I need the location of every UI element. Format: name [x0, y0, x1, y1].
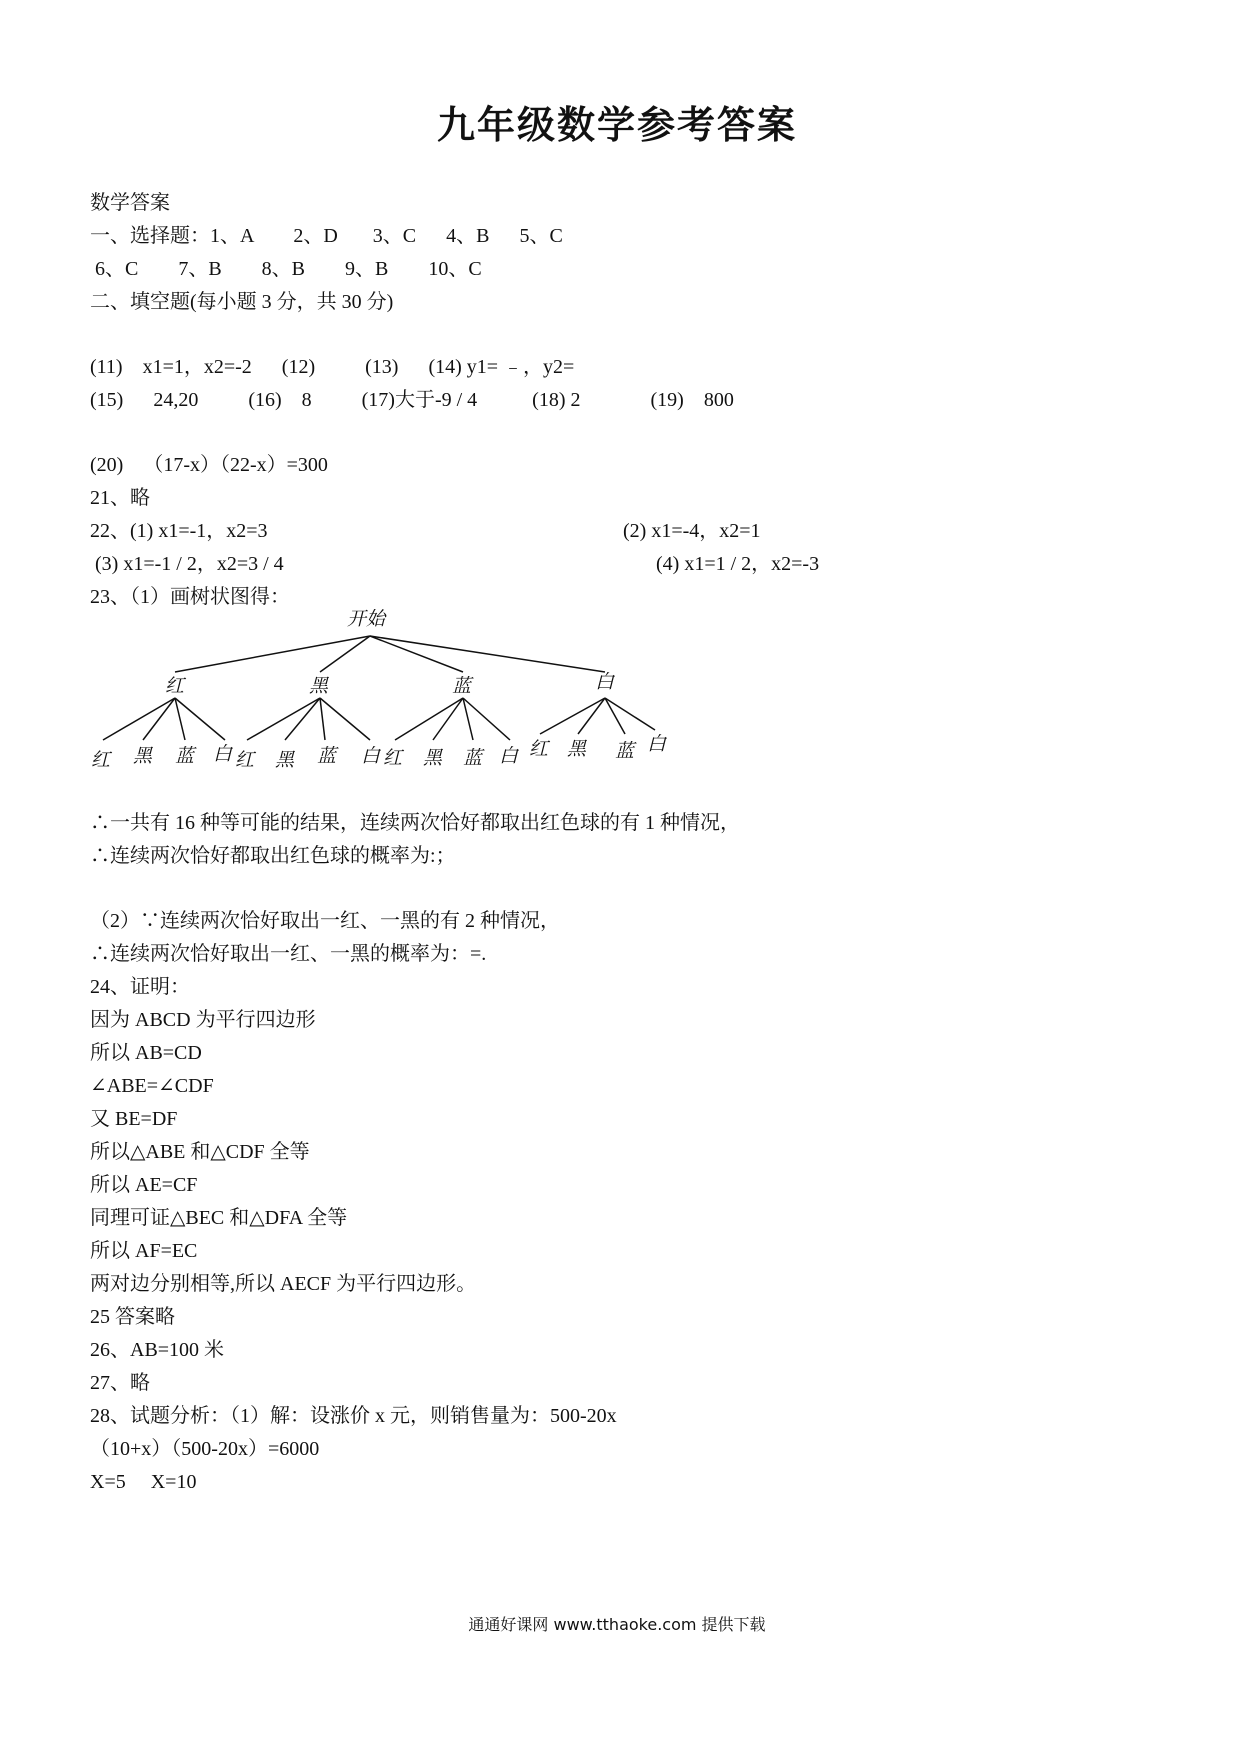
proof-line: 所以 AF=EC — [90, 1240, 198, 1262]
answer-24-heading: 24、证明： — [90, 976, 190, 998]
tree-leaf: 蓝 — [317, 745, 337, 767]
section-label: 数学答案 — [90, 192, 170, 214]
answer-26: 26、AB=100 米 — [90, 1339, 225, 1361]
tree-leaf: 蓝 — [175, 745, 195, 767]
proof-line: 所以 AE=CF — [90, 1174, 198, 1196]
tree-leaf: 黑 — [567, 738, 587, 760]
tree-leaf: 蓝 — [463, 747, 483, 769]
tree-leaf: 红 — [235, 749, 255, 771]
answer-23-prob2: ∴连续两次恰好取出一红、一黑的概率为：=. — [90, 943, 487, 965]
tree-leaf: 白 — [213, 743, 233, 765]
tree-node: 蓝 — [452, 675, 472, 697]
tree-leaf: 黑 — [423, 747, 443, 769]
answer-22-2: (2) x1=-4，x2=1 — [623, 520, 761, 542]
proof-line: 所以 AB=CD — [90, 1042, 202, 1064]
fill-blank-heading: 二、填空题(每小题 3 分，共 30 分) — [90, 291, 394, 313]
proof-line: 所以△ABE 和△CDF 全等 — [90, 1141, 310, 1163]
page-title: 九年级数学参考答案 — [436, 103, 797, 147]
answer-21: 21、略 — [90, 487, 150, 509]
answer-22-3: (3) x1=-1 / 2，x2=3 / 4 — [90, 553, 284, 575]
fill-blank-row2: (15) 24,20 (16) 8 (17)大于-9 / 4 (18) 2 (19) 800 — [90, 389, 734, 411]
tree-diagram — [85, 600, 705, 775]
proof-line: ∠ABE=∠CDF — [90, 1075, 214, 1097]
tree-leaf: 白 — [361, 745, 381, 767]
tree-leaf: 黑 — [275, 749, 295, 771]
answer-28-solution: X=5 X=10 — [90, 1471, 197, 1493]
answer-23-prob1: ∴连续两次恰好都取出红色球的概率为:； — [90, 845, 456, 867]
footer-text: 通通好课网 www.tthaoke.com 提供下载 — [468, 1615, 766, 1634]
proof-line: 同理可证△BEC 和△DFA 全等 — [90, 1207, 348, 1229]
tree-leaf: 红 — [529, 738, 549, 760]
tree-leaf: 白 — [647, 733, 667, 755]
answer-28-heading: 28、试题分析：（1）解：设涨价 x 元，则销售量为：500-20x — [90, 1405, 617, 1427]
proof-line: 因为 ABCD 为平行四边形 — [90, 1009, 316, 1031]
tree-root: 开始 — [347, 608, 386, 630]
answer-23-result1: ∴一共有 16 种等可能的结果，连续两次恰好都取出红色球的有 1 种情况， — [90, 812, 740, 834]
answer-20: (20) （17-x）（22-x）=300 — [90, 454, 328, 476]
choice-answers-row1: 一、选择题：1、A 2、D 3、C 4、B 5、C — [90, 225, 563, 247]
tree-leaf: 黑 — [133, 745, 153, 767]
answer-23-heading: 23、（1）画树状图得： — [90, 586, 290, 608]
answer-28-equation: （10+x）（500-20x）=6000 — [90, 1438, 320, 1460]
proof-line: 两对边分别相等,所以 AECF 为平行四边形。 — [90, 1273, 477, 1295]
tree-leaf: 红 — [383, 747, 403, 769]
choice-answers-row2: 6、C 7、B 8、B 9、B 10、C — [90, 258, 482, 280]
answer-22-1: 22、(1) x1=-1，x2=3 — [90, 520, 268, 542]
tree-leaf: 蓝 — [615, 740, 635, 762]
answer-22-4: (4) x1=1 / 2，x2=-3 — [656, 553, 820, 575]
tree-leaf: 红 — [91, 749, 111, 771]
answer-23-result2: （2）∵连续两次恰好取出一红、一黑的有 2 种情况， — [90, 910, 560, 932]
tree-node: 黑 — [309, 675, 329, 697]
answer-27: 27、略 — [90, 1372, 150, 1394]
answer-25: 25 答案略 — [90, 1306, 175, 1328]
tree-leaf: 白 — [499, 745, 519, 767]
tree-node: 红 — [165, 675, 185, 697]
tree-node: 白 — [595, 671, 615, 693]
proof-line: 又 BE=DF — [90, 1108, 178, 1130]
fill-blank-row1: (11) x1=1，x2=-2 (12) (13) (14) y1= ﹣，y2= — [90, 356, 575, 378]
